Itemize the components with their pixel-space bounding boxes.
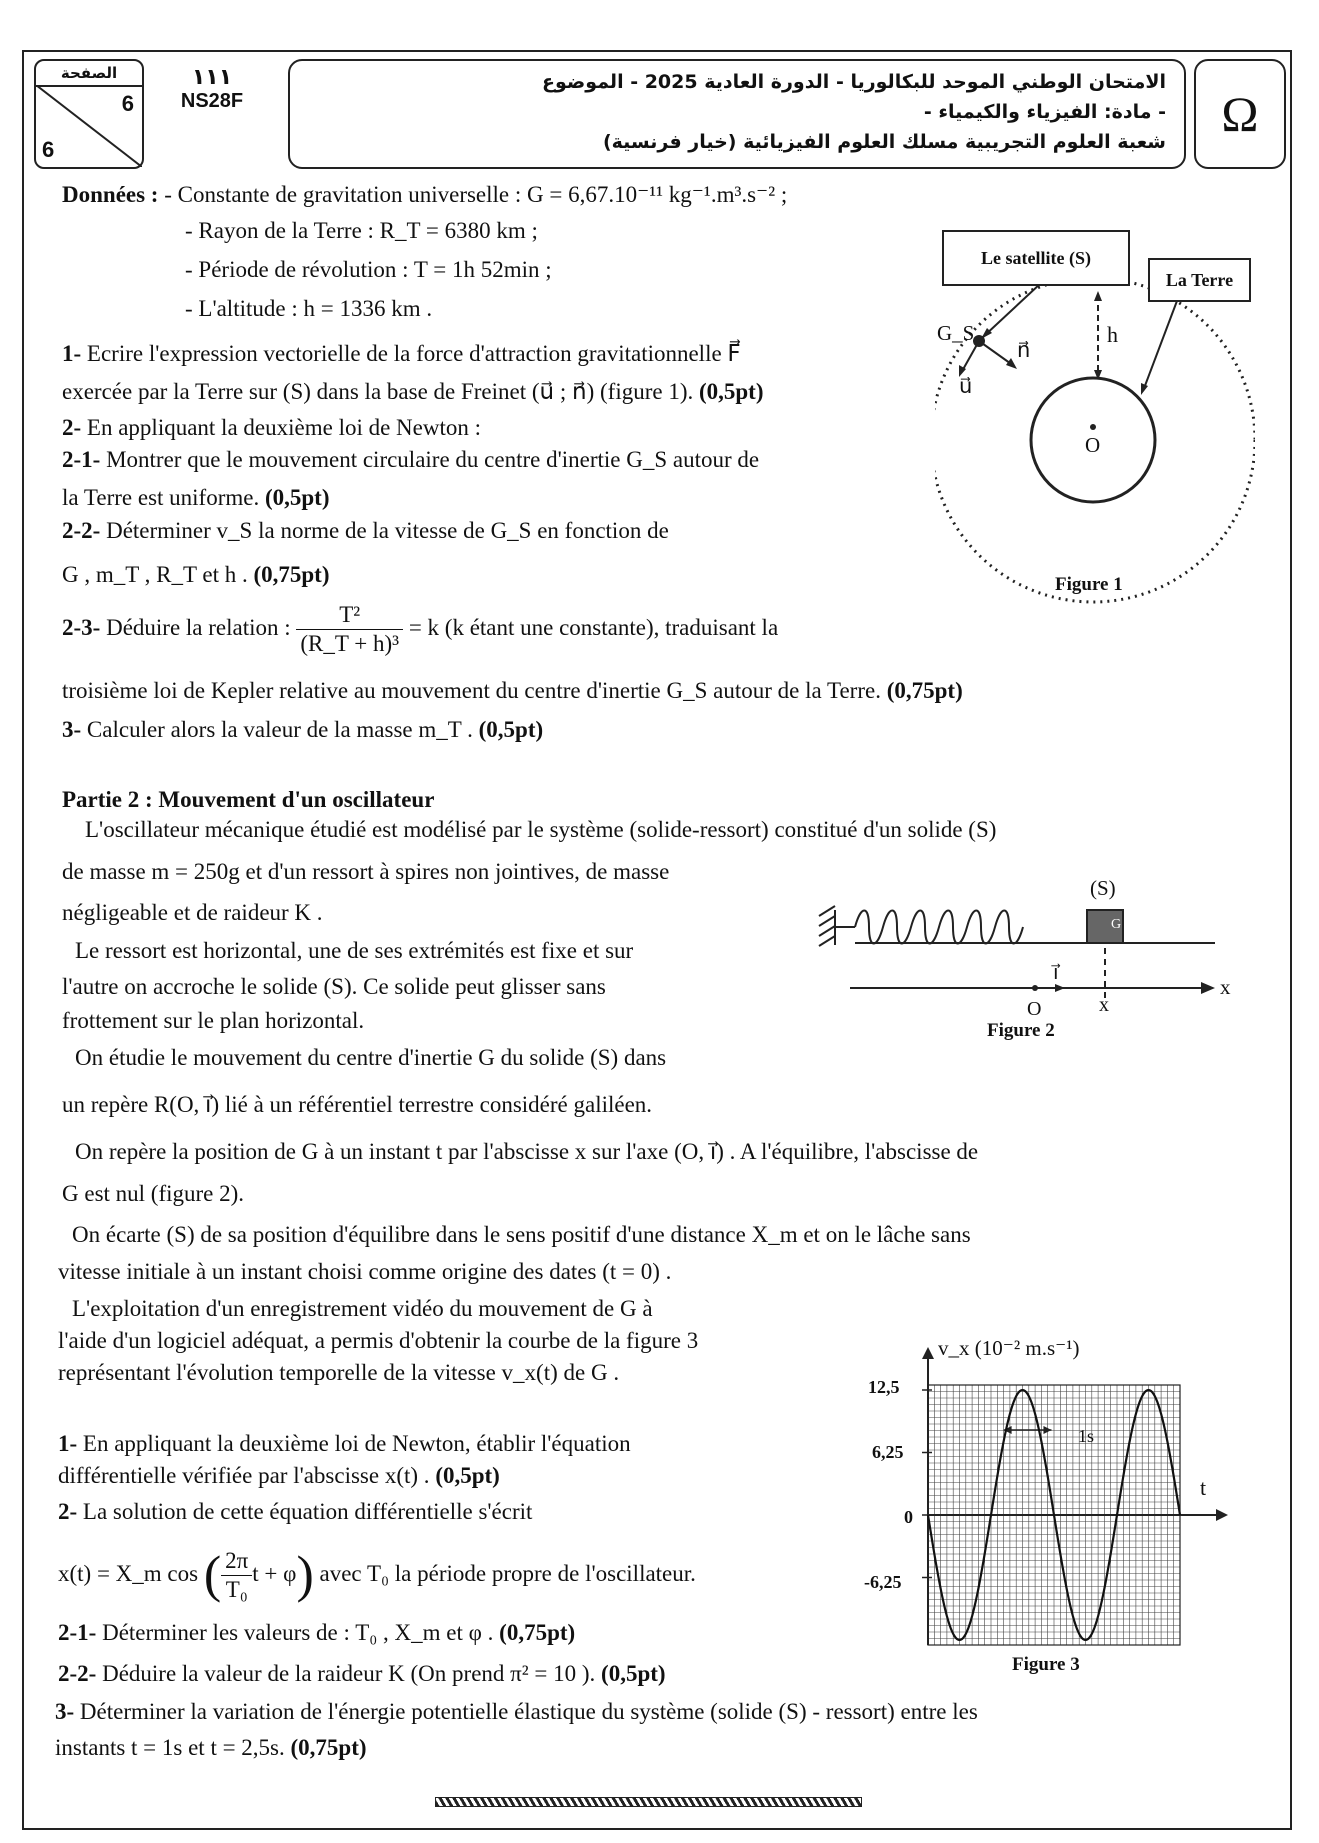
exam-title-line3: شعبة العلوم التجريبية مسلك العلوم الفيزيائية (خيار فرنسية) [602,131,1166,153]
q3-number: 3- [62,717,82,742]
terre-label: La Terre [1148,258,1251,302]
fig2-i-label: i⃗ [1053,962,1059,984]
kepler-den: (R_T + h)³ [300,631,400,656]
q21-points: (0,5pt) [264,485,330,510]
q23-text-c: troisième loi de Kepler relative au mouvement du centre d'inertie G_S autour de la Terre. [62,678,881,703]
q2-number: 2- [62,415,82,440]
solution-equation: x(t) = X_m cos ( $\frac{2\pi}{\text{T₀}}$ t + φ) avec T₀ la période propre de l'oscillateur. [58,1546,696,1604]
q3-text: Calculer alors la valeur de la masse m_T . [86,717,473,742]
donnees-label: Données : [62,182,159,207]
exam-mark: ١١١ [191,65,233,90]
part2-p6: frottement sur le plan horizontal. [62,1008,365,1033]
q23-points: (0,75pt) [886,678,963,703]
page-number-box [34,59,144,169]
part2-p15: représentant l'évolution temporelle de la vitesse v_x(t) de G . [58,1360,620,1385]
q21-text-b: la Terre est uniforme. [62,485,260,510]
velocity-chart [860,1335,1240,1685]
satellite-label: Le satellite (S) [942,230,1130,286]
fig2-x-axis-label: x [1220,975,1231,999]
p2-q21-text: Déterminer les valeurs de : T₀ , X_m et φ . [102,1620,494,1645]
kepler-fraction [296,601,403,658]
part2-p4: Le ressort est horizontal, une de ses extrémités est fixe et sur [75,938,634,963]
eq-frac-den: T₀ [225,1577,248,1602]
fig2-g-label: G [1111,917,1122,932]
chart-x-arrow [1216,1509,1228,1521]
q23-text-a: Déduire la relation : [106,614,291,640]
p2-q3-text-a: Déterminer la variation de l'énergie potentielle élastique du système (solide (S) - ressort) entre les [79,1699,978,1724]
p2-q21-number: 2-1- [58,1620,97,1645]
page-label: الصفحة [36,61,142,87]
chart-y-arrow [922,1347,934,1359]
q22-points: (0,75pt) [253,562,330,587]
exam-title-box [288,59,1186,169]
chart-ylabel: v_x (10⁻² m.s⁻¹) [938,1336,1080,1360]
chart-ytick-3: -6,25 [864,1572,902,1592]
chart-ytick-0: 12,5 [868,1377,900,1397]
part2-p11: On écarte (S) de sa position d'équilibre dans le sens positif d'une distance X_m et on le lâche sans [72,1222,971,1247]
p2-q2-text: La solution de cette équation différentielle s'écrit [82,1499,533,1524]
fig2-s-label: (S) [1090,876,1116,900]
h-label: h [1107,322,1118,347]
n-vector-label: n⃗ [1017,338,1031,362]
eq-fraction [221,1547,252,1604]
altitude: - L'altitude : h = 1336 km . [185,296,433,321]
figure1-caption: Figure 1 [1055,574,1123,595]
p2-q22-text: Déduire la valeur de la raideur K (On prend π² = 10 ). [102,1661,596,1686]
figure-2 [815,870,1245,1045]
eq-left: x(t) = X_m cos [58,1560,199,1586]
gs-label: G_S [937,321,975,345]
part2-p10: G est nul (figure 2). [62,1181,245,1206]
q1-text-b: exercée par la Terre sur (S) dans la base de Freinet (u⃗ ; n⃗) (figure 1). [62,379,694,404]
p2-q1-text-b: différentielle vérifiée par l'abscisse x(t) . [58,1463,430,1488]
chart-scale-label: 1s [1078,1426,1095,1446]
chart-ytick-2: 0 [904,1507,913,1527]
p2-q1-points: (0,5pt) [435,1463,500,1488]
part2-p3: négligeable et de raideur K . [62,900,323,925]
fig2-o-label: O [1027,998,1042,1020]
part2-title: Partie 2 : Mouvement d'un oscillateur [62,787,435,812]
eq-tail: avec T₀ la période propre de l'oscillateur. [319,1560,696,1586]
p2-q21-points: (0,75pt) [499,1620,576,1645]
eq-right: t + φ [252,1560,297,1586]
page-total: 6 [42,137,55,162]
exam-code-box [152,59,272,169]
q1-text-a: Ecrire l'expression vectorielle de la force d'attraction gravitationnelle F⃗ [86,341,741,366]
part2-p9: On repère la position de G à un instant t par l'abscisse x sur l'axe (O, i⃗) . A l'équilibre, l'abscisse de [75,1139,979,1164]
exam-code: NS28F [180,90,244,112]
u-vector-label: u⃗ [959,374,973,398]
exam-title-line2: - مادة: الفيزياء والكيمياء - [923,101,1166,123]
p2-q3-points: (0,75pt) [290,1735,367,1760]
figure3-caption: Figure 3 [1012,1654,1080,1675]
figure-3 [860,1335,1240,1685]
part2-p14: l'aide d'un logiciel adéquat, a permis d'obtenir la courbe de la figure 3 [58,1328,699,1353]
g-constant: - Constante de gravitation universelle : G = 6,67.10⁻¹¹ kg⁻¹.m³.s⁻² ; [164,182,788,207]
q21-number: 2-1- [62,447,101,472]
q1-number: 1- [62,341,82,366]
exam-header [30,55,1288,185]
chart-ytick-1: 6,25 [872,1442,904,1462]
exam-title-line1: الامتحان الوطني الموحد للبكالوريا - الدورة العادية 2025 - الموضوع [542,71,1166,93]
p2-q22-points: (0,5pt) [601,1661,666,1686]
q22-text-a: Déterminer v_S la norme de la vitesse de G_S en fonction de [106,518,669,543]
part2-p5: l'autre on accroche le solide (S). Ce solide peut glisser sans [62,974,606,999]
kepler-num: T² [296,601,403,630]
o-label: O [1085,433,1101,457]
periode: - Période de révolution : T = 1h 52min ; [185,257,552,282]
p2-q22-number: 2-2- [58,1661,97,1686]
omega-logo: Ω [1194,59,1286,169]
p2-q3-number: 3- [55,1699,75,1724]
figure2-caption: Figure 2 [987,1020,1055,1041]
q23-text-b: = k (k étant une constante), traduisant la [408,614,779,640]
q2-text: En appliquant la deuxième loi de Newton : [86,415,482,440]
page-num: 6 [121,91,134,116]
rayon-terre: - Rayon de la Terre : R_T = 6380 km ; [185,218,538,243]
chart-xlabel: t [1200,1475,1207,1500]
footer-rule [435,1797,862,1807]
p2-q3-text-b: instants t = 1s et t = 2,5s. [55,1735,285,1760]
part2-p7: On étudie le mouvement du centre d'inertie G du solide (S) dans [75,1045,667,1070]
p2-q1-number: 1- [58,1431,78,1456]
part2-p12: vitesse initiale à un instant choisi comme origine des dates (t = 0) . [58,1259,672,1284]
q1-points: (0,5pt) [698,379,764,404]
q3-points: (0,5pt) [478,717,544,742]
q22-text-b: G , m_T , R_T et h . [62,562,248,587]
p2-q1-text-a: En appliquant la deuxième loi de Newton, établir l'équation [82,1431,631,1456]
fig2-x-position-label: x [1099,994,1109,1016]
eq-frac-num: 2π [221,1547,252,1576]
part2-p13: L'exploitation d'un enregistrement vidéo du mouvement de G à [72,1296,653,1321]
part2-p2: de masse m = 250g et d'un ressort à spires non jointives, de masse [62,859,670,884]
q22-number: 2-2- [62,518,101,543]
p2-q2-number: 2- [58,1499,78,1524]
figure-1 [935,225,1255,605]
q23-number: 2-3- [62,614,101,640]
q21-text-a: Montrer que le mouvement circulaire du centre d'inertie G_S autour de [106,447,760,472]
part2-p8: un repère R(O, i⃗) lié à un référentiel terrestre considéré galiléen. [62,1092,653,1117]
part2-p1: L'oscillateur mécanique étudié est modélisé par le système (solide-ressort) constitué d'un solide (S) [85,817,997,842]
